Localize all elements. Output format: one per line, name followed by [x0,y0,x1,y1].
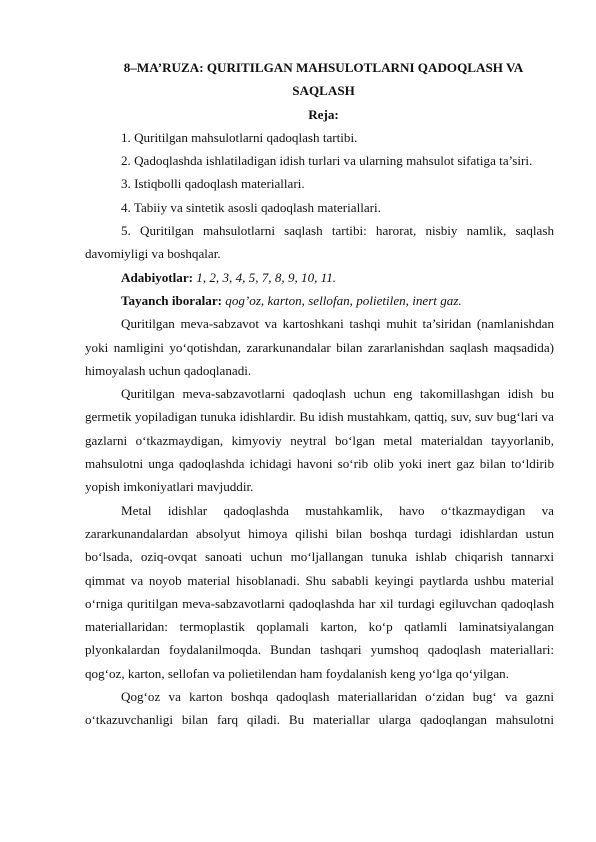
lecture-title [93,56,554,103]
body-paragraph: Quritilgan meva-sabzavotlarni qadoqlash uchun eng takomillashgan idish bu germetik yopiladigan tunuka idishlardir. Bu idish mustahkam, qattiq, suv, suv bug‘lari va gazlarni o‘tkazmaydigan, kimyoviy neytral bo‘lgan metal materialdan tayyorlanib, mahsulotni unga qadoqlashda ichidagi havoni so‘rib olib yoki inert gaz bilan to‘ldirib yopish imkoniyatlari mavjuddir. [85,386,554,495]
title-line-1: 8–MA’RUZA: QURITILGAN MAHSULOTLARNI QADOQLASH VA [123,60,524,75]
title-line-2: SAQLASH [292,83,355,99]
keywords-value: qog’oz, karton, sellofan, polietilen, inert gaz. [222,292,462,308]
keywords-line [85,289,554,312]
plan-item: 1. Quritilgan mahsulotlarni qadoqlash tartibi. [121,129,358,145]
plan-item: 5. Quritilgan mahsulotlarni saqlash tartibi: harorat, nisbiy namlik, saqlash davomiyligi va boshqalar. [85,223,554,262]
keywords-label: Tayanch iboralar: [121,292,223,308]
body-paragraph: Quritilgan meva-sabzavot va kartoshkani tashqi muhit ta’siridan (namlanishdan yoki namligini yo‘qotishdan, zararkunandalar bilan zararlanishdan saqlash maqsadida) himoyalash uchun qadoqlanadi. [85,316,554,378]
plan-heading: Reja: [308,106,339,122]
literature-label: Adabiyotlar: [121,269,194,285]
body-paragraph: Metal idishlar qadoqlashda mustahkamlik, havo o‘tkazmaydigan va zararkunandalardan absolyut himoya qilishi bilan boshqa turdagi idishlardan ustun bo‘lsada, oziq-ovqat sanoati uchun mo‘ljallangan tunuka ishlab chiqarish tannarxi qimmat va noyob material hisoblanadi. Shu sababli keyingi paytlarda ushbu material o‘rniga quritilgan meva-sabzavotlarni qadoqlashda har xil turdagi egiluvchan qadoqlash materiallaridan: termoplastik qoplamali karton, ko‘p qatlamli laminatsiyalangan plyonkalardan foydalanilmoqda. Bundan tashqari yumshoq qadoqlash materiallari: qog‘oz, karton, sellofan va polietilendan ham foydalanish keng yo‘lga qo‘yilgan. [85,502,554,681]
body-paragraph: Qog‘oz va karton boshqa qadoqlash materiallaridan o‘zidan bug‘ va gazni o‘tkazuvchanligi bilan farq qiladi. Bu materiallar ularga qadoqlangan mahsulotni [85,689,554,728]
plan-item: 2. Qadoqlashda ishlatiladigan idish turlari va ularning mahsulot sifatiga ta’siri. [121,153,533,169]
plan-item: 4. Tabiiy va sintetik asosli qadoqlash materiallari. [121,199,381,215]
plan-list [85,126,554,266]
plan-item: 3. Istiqbolli qadoqlash materiallari. [121,176,305,192]
literature-value: 1, 2, 3, 4, 5, 7, 8, 9, 10, 11. [193,269,337,285]
literature-line [85,266,554,289]
